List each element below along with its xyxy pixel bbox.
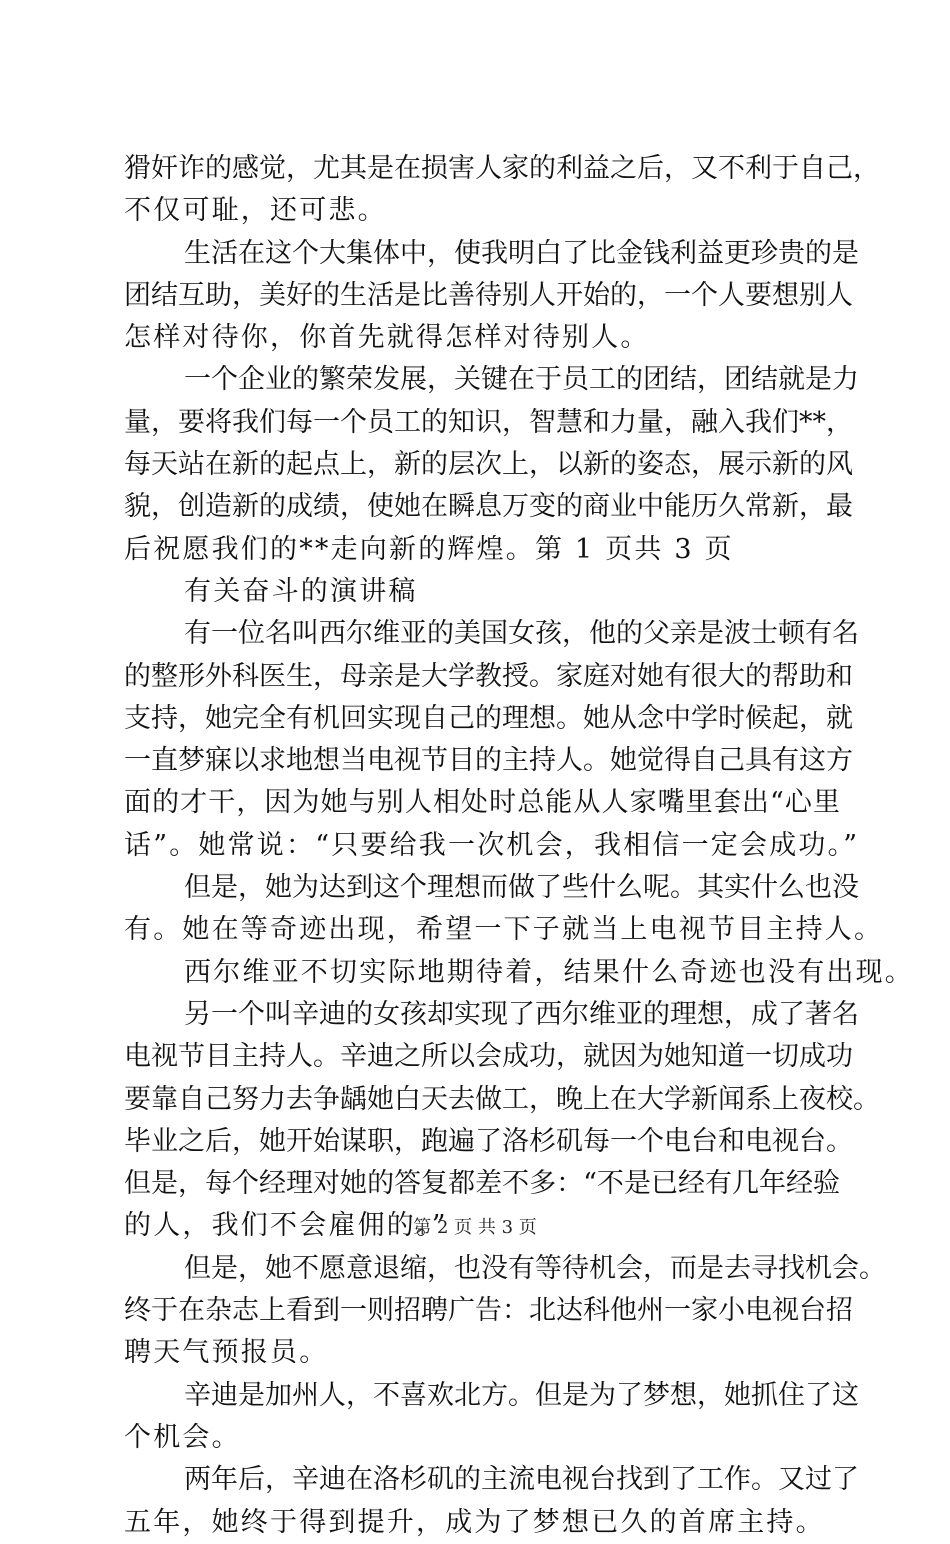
text-line: 五年，她终于得到提升，成为了梦想已久的首席主持。 <box>124 1506 825 1538</box>
paragraph <box>124 613 860 867</box>
text-line: 毕业之后，她开始谋职，跑遍了洛杉矶每一个电台和电视台。 <box>124 1125 853 1157</box>
text-line: 一个企业的繁荣发展，关键在于员工的团结，团结就是力 <box>184 364 859 396</box>
paragraph <box>124 1375 859 1460</box>
text-line: 面的才干，因为她与别人相处时总能从人家嘴里套出“心里 <box>124 787 840 819</box>
text-line: 有一位名叫西尔维亚的美国女孩，他的父亲是波士顿有名 <box>184 618 859 650</box>
paragraph <box>124 952 914 994</box>
text-line: 个机会。 <box>124 1421 241 1453</box>
text-line: 量，要将我们每一个员工的知识，智慧和力量，融入我们**， <box>124 406 853 438</box>
text-line: 有。她在等奇迹出现，希望一下子就当上电视节目主持人。 <box>124 914 884 946</box>
text-line: 电视节目主持人。辛迪之所以会成功，就因为她知道一切成功 <box>124 1041 853 1073</box>
paragraph <box>124 867 884 952</box>
text-line: 不仅可耻，还可悲。 <box>124 195 387 227</box>
paragraph <box>124 233 859 360</box>
text-line: 话”。她常说：“只要给我一次机会，我相信一定会成功。” <box>124 829 860 861</box>
paragraph <box>124 571 840 613</box>
text-line: 的整形外科医生，母亲是大学教授。家庭对她有很大的帮助和 <box>124 660 853 692</box>
text-line: 但是，每个经理对她的答复都差不多：“不是已经有几年经验 <box>124 1168 840 1200</box>
text-line: 但是，她为达到这个理想而做了些什么呢。其实什么也没 <box>184 872 859 904</box>
text-line: 的人，我们不会雇佣的。” <box>124 1210 448 1242</box>
text-line: 西尔维亚不切实际地期待着，结果什么奇迹也没有出现。 <box>184 956 914 988</box>
text-line: 怎样对待你，你首先就得怎样对待别人。 <box>124 322 650 354</box>
paragraph <box>124 994 880 1248</box>
text-line: 貌，创造新的成绩，使她在瞬息万变的商业中能历久常新，最 <box>124 491 853 523</box>
paragraph <box>124 359 859 570</box>
text-line: 团结互助，美好的生活是比善待别人开始的，一个人要想别人 <box>124 279 853 311</box>
text-line: 但是，她不愿意退缩，也没有等待机会，而是去寻找机会。 <box>184 1252 886 1284</box>
document-body <box>124 148 914 1544</box>
text-line: 两年后，辛迪在洛杉矶的主流电视台找到了工作。又过了 <box>184 1464 859 1496</box>
text-line: 后祝愿我们的**走向新的辉煌。第 1 页共 3 页 <box>124 533 734 565</box>
text-line: 支持，她完全有机回实现自己的理想。她从念中学时候起，就 <box>124 702 853 734</box>
text-line: 聘天气预报员。 <box>124 1337 329 1369</box>
text-line: 每天站在新的起点上，新的层次上，以新的姿态，展示新的风 <box>124 449 853 481</box>
text-line: 有关奋斗的演讲稿 <box>184 575 418 607</box>
text-line: 终于在杂志上看到一则招聘广告：北达科他州一家小电视台招 <box>124 1295 853 1327</box>
text-line: 一直梦寐以求地想当电视节目的主持人。她觉得自己具有这方 <box>124 745 853 777</box>
text-line: 要靠自己努力去争龋她白天去做工，晚上在大学新闻系上夜校。 <box>124 1083 880 1115</box>
paragraph <box>124 148 880 233</box>
text-line: 辛迪是加州人，不喜欢北方。但是为了梦想，她抓住了这 <box>184 1379 859 1411</box>
paragraph <box>124 1459 859 1544</box>
text-line: 猾奸诈的感觉，尤其是在损害人家的利益之后，又不利于自己， <box>124 153 880 184</box>
text-line: 生活在这个大集体中，使我明白了比金钱利益更珍贵的是 <box>184 237 859 269</box>
page-footer: 第 2 页 共 3 页 <box>413 1217 537 1238</box>
text-line: 另一个叫辛迪的女孩却实现了西尔维亚的理想，成了著名 <box>184 998 859 1030</box>
paragraph <box>124 1248 886 1375</box>
